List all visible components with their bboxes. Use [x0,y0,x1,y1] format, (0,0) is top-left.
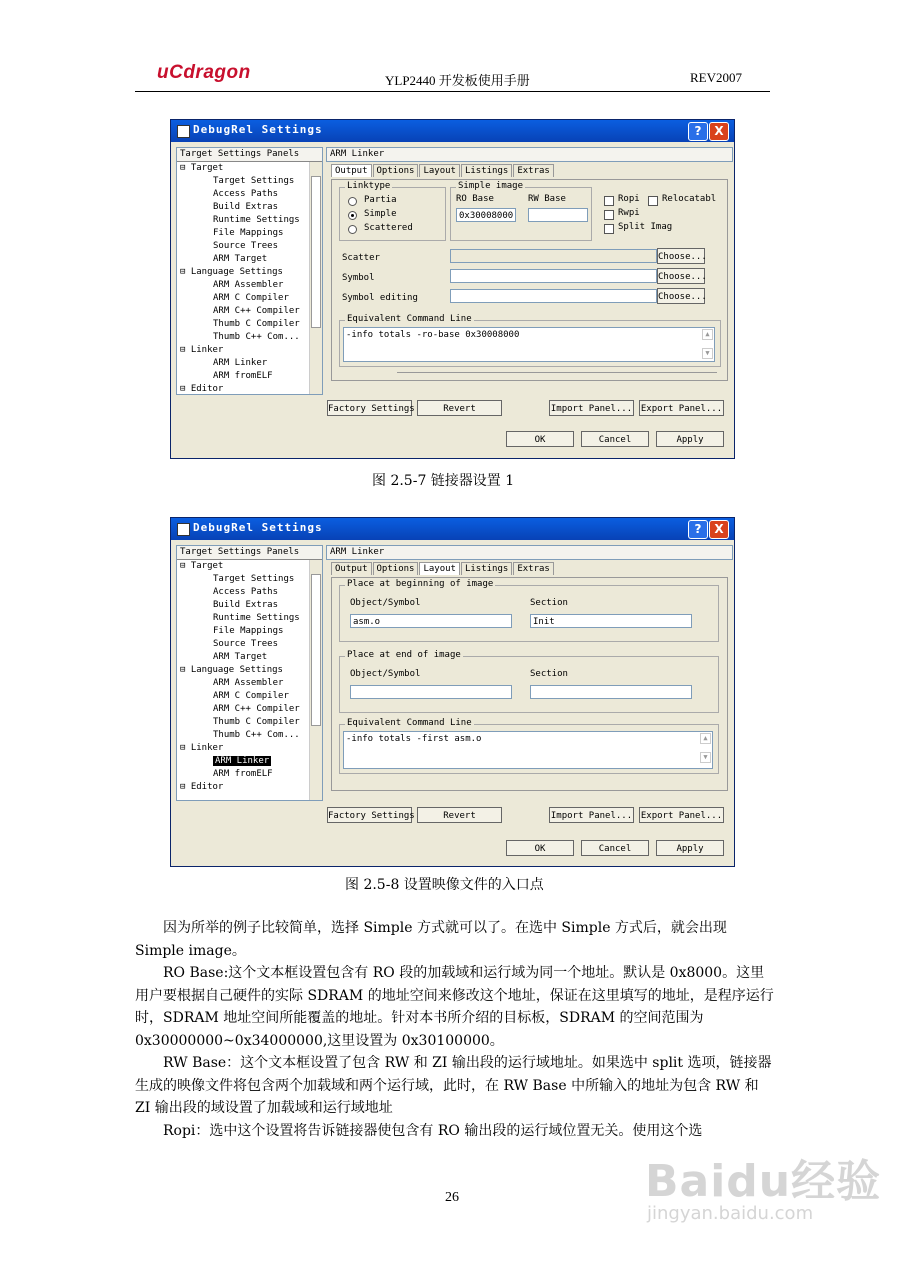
tree-item[interactable] [177,227,322,240]
tab-layout[interactable]: Layout [419,562,460,575]
output-tab-pane [331,179,728,381]
linktype-label: Linktype [347,181,391,191]
scrollbar-thumb[interactable] [311,574,321,726]
rwpi-label: Rwpi [618,208,640,218]
tree-item[interactable] [177,651,322,664]
settings-dialog-linker-output [170,119,735,459]
ro-base-input[interactable]: 0x30008000 [456,208,516,222]
tab-listings[interactable]: Listings [461,562,512,575]
scroll-down-icon[interactable]: ▼ [700,752,711,763]
radio-simple[interactable] [348,211,357,220]
symbol-choose-button[interactable]: Choose... [657,268,705,284]
rwpi-checkbox[interactable] [604,210,614,220]
paragraph-intro: 因为所举的例子比较简单，选择 Simple 方式就可以了。在选中 Simple 方式后，就会出现 Simple image。 [135,920,727,959]
command-line-group [339,314,721,367]
tree-item[interactable] [177,690,322,703]
collapse-icon[interactable]: ⊟ [180,665,191,675]
tree-item-label: ARM Linker [213,358,268,368]
tab-extras[interactable]: Extras [513,562,554,575]
tree-item-label: Linker [190,743,224,753]
figure-caption-1: 图 2.5-7 链接器设置 1 [372,473,515,489]
simple-image-label: Simple image [458,181,524,191]
apply-button[interactable]: Apply [656,840,724,856]
ok-button[interactable]: OK [506,431,574,447]
linktype-group [339,181,446,241]
tree-item[interactable] [177,370,322,383]
factory-settings-button[interactable]: Factory Settings [327,400,412,416]
scatter-choose-button[interactable]: Choose... [657,248,705,264]
scatter-label: Scatter [342,253,380,263]
cancel-button[interactable]: Cancel [581,840,649,856]
tree-item-label: Editor [190,782,224,792]
tree-item[interactable] [177,292,322,305]
tree-item-label: Access Paths [213,587,279,597]
tree-item-label: Runtime Settings [213,215,300,225]
panel-header: ARM Linker [326,545,733,560]
watermark [645,1145,882,1224]
tree-item-label: Language Settings [190,665,283,675]
tree-item[interactable] [177,573,322,586]
symbol-label: Symbol [342,273,375,283]
collapse-icon[interactable]: ⊟ [180,561,191,571]
tab-output[interactable]: Output [331,562,372,575]
tree-item[interactable] [177,279,322,292]
begin-section-label: Section [530,598,568,608]
tree-item[interactable] [177,677,322,690]
tree-item[interactable] [177,357,322,370]
split-image-checkbox[interactable] [604,224,614,234]
tree-item-label: Source Trees [213,241,279,251]
header-rule [135,91,770,92]
tree-item[interactable] [177,201,322,214]
watermark-brand: Baidu经验 [645,1156,882,1207]
layout-tab-pane [331,577,728,791]
tree-item[interactable] [177,318,322,331]
settings-dialog-linker-layout [170,517,735,867]
symbol-input[interactable] [450,269,657,283]
tree-item-label: ARM Assembler [213,280,284,290]
dialog-title: DebugRel Settings [193,521,323,534]
command-line-scrollbar[interactable] [702,329,713,360]
tree-item[interactable] [177,214,322,227]
tab-layout[interactable]: Layout [419,164,460,177]
tree-group-language-settings[interactable] [177,266,322,279]
tree-item-label: File Mappings [213,626,284,636]
collapse-icon[interactable]: ⊟ [180,743,191,753]
tree-item-label: ARM fromELF [213,769,273,779]
help-button[interactable]: ? [688,122,708,141]
tree-item[interactable] [177,612,322,625]
import-panel-button[interactable]: Import Panel... [549,400,634,416]
tree-item[interactable] [177,599,322,612]
paragraph-rw-base: RW Base：这个文本框设置了包含 RW 和 ZI 输出段的运行域地址。如果选中 split 选项，链接器生成的映像文件将包含两个加载域和两个运行域，此时，在 RW Base 中所输入的地址为包含 RW 和 ZI 输出段的域设置了加载域和运行域地址 [135,1055,772,1116]
tree-item[interactable] [177,638,322,651]
tab-bar [331,562,555,577]
scroll-up-icon[interactable]: ▲ [700,733,711,744]
begin-object-label: Object/Symbol [350,598,421,608]
watermark-url: jingyan.baidu.com [647,1203,814,1224]
revision-label: REV2007 [690,70,742,85]
tree-item-label: Editor [190,384,224,394]
tree-group-editor[interactable] [177,781,322,794]
rw-base-label: RW Base [528,194,566,204]
radio-partial-label: Partia [364,195,397,205]
tab-listings[interactable]: Listings [461,164,512,177]
relocatable-label: Relocatabl [662,194,717,204]
rw-base-input[interactable] [528,208,588,222]
tree-group-linker[interactable] [177,742,322,755]
symbol-editing-input[interactable] [450,289,657,303]
command-line-group [339,718,719,774]
tree-item[interactable] [177,729,322,742]
tree-item-label: ARM fromELF [213,371,273,381]
tree-item-label: Language Settings [190,267,283,277]
tree-item-label: Thumb C Compiler [213,717,300,727]
tree-scrollbar[interactable] [309,560,322,800]
tree-item[interactable] [177,305,322,318]
export-panel-button[interactable]: Export Panel... [639,807,724,823]
collapse-icon[interactable]: ⊟ [180,345,191,355]
begin-section-input[interactable]: Init [530,614,692,628]
split-image-label: Split Imag [618,222,673,232]
tree-item-label: ARM C++ Compiler [213,704,300,714]
tree-header: Target Settings Panels [177,546,322,560]
simple-image-group [450,181,592,241]
place-end-label: Place at end of image [347,650,461,660]
scroll-up-icon[interactable]: ▲ [702,329,713,340]
collapse-icon[interactable]: ⊟ [180,163,191,173]
relocatable-checkbox[interactable] [648,196,658,206]
tab-bar [331,164,555,179]
radio-scattered[interactable] [348,225,357,234]
tab-options[interactable]: Options [373,164,419,177]
tree-item-label: Linker [190,345,224,355]
paragraph-ro-base: RO Base:这个文本框设置包含有 RO 段的加载域和运行域为同一个地址。默认是 0x8000。这里用户要根据自己硬件的实际 SDRAM 的地址空间来修改这个地址，保证在这里填写的地址，是程序运行时，SDRAM 地址空间所能覆盖的地址。针对本书所介绍的目标板，SDRAM 的空间范围为 0x30000000~0x34000000,这里设置为 0x30100000。 [135,965,774,1049]
command-line-scrollbar[interactable] [700,733,711,767]
tree-group-language-settings[interactable] [177,664,322,677]
export-panel-button[interactable]: Export Panel... [639,400,724,416]
radio-simple-label: Simple [364,209,397,219]
tree-scrollbar[interactable] [309,162,322,394]
apply-button[interactable]: Apply [656,431,724,447]
place-begin-label: Place at beginning of image [347,579,494,589]
tree-item[interactable] [177,240,322,253]
tree-item-label: Thumb C Compiler [213,319,300,329]
tab-extras[interactable]: Extras [513,164,554,177]
paragraph-ropi: Ropi：选中这个设置将告诉链接器使包含有 RO 输出段的运行域位置无关。使用这个选 [163,1122,703,1139]
tree-item-label: Thumb C++ Com... [213,730,300,740]
cancel-button[interactable]: Cancel [581,431,649,447]
manual-title: YLP2440 开发板使用手册 [385,73,530,88]
command-line-text[interactable] [343,731,713,769]
begin-object-input[interactable]: asm.o [350,614,512,628]
tree-group-linker[interactable] [177,344,322,357]
close-button[interactable]: X [709,122,729,141]
tree-header: Target Settings Panels [177,148,322,162]
ropi-checkbox[interactable] [604,196,614,206]
tree-item-label: Thumb C++ Com... [213,332,300,342]
page-number: 26 [445,1190,459,1205]
factory-settings-button[interactable]: Factory Settings [327,807,412,823]
scrollbar-thumb[interactable] [311,176,321,328]
command-line-label: Equivalent Command Line [347,314,472,324]
command-line-value: -info totals -ro-base 0x30008000 [346,330,520,340]
dialog-title: DebugRel Settings [193,123,323,136]
tree-item[interactable] [177,768,322,781]
tree-item[interactable] [177,625,322,638]
ropi-label: Ropi [618,194,640,204]
pane-divider [397,372,717,373]
symbol-editing-choose-button[interactable]: Choose... [657,288,705,304]
radio-partial[interactable] [348,197,357,206]
tree-item[interactable] [177,175,322,188]
end-section-label: Section [530,669,568,679]
place-begin-group [339,579,719,642]
tab-options[interactable]: Options [373,562,419,575]
tree-item[interactable] [177,755,322,768]
tree-item-label: ARM C++ Compiler [213,306,300,316]
settings-tree[interactable] [176,147,323,395]
tree-item-label: Access Paths [213,189,279,199]
tree-group-target[interactable] [177,162,322,175]
tree-item-label: File Mappings [213,228,284,238]
tree-item-label: ARM C Compiler [213,691,289,701]
tree-item-label: Runtime Settings [213,613,300,623]
tree-item-label: ARM Target [213,254,268,264]
tree-item-label: Target Settings [213,574,295,584]
close-button[interactable]: X [709,520,729,539]
symbol-editing-label: Symbol editing [342,293,418,303]
tree-item-label: Target Settings [213,176,295,186]
scatter-input[interactable] [450,249,657,263]
end-object-label: Object/Symbol [350,669,421,679]
collapse-icon[interactable]: ⊟ [180,782,191,792]
tree-item-label: ARM Linker [215,756,270,766]
revert-button[interactable]: Revert [417,400,502,416]
tree-item-label: Target [190,561,224,571]
settings-tree[interactable] [176,545,323,801]
help-button[interactable]: ? [688,520,708,539]
tree-item-label: Build Extras [213,600,279,610]
collapse-icon[interactable]: ⊟ [180,267,191,277]
tree-item[interactable] [177,716,322,729]
command-line-text[interactable] [343,327,715,362]
panel-header: ARM Linker [326,147,733,162]
end-object-input[interactable] [350,685,512,699]
tab-output[interactable]: Output [331,164,372,177]
tree-item[interactable] [177,586,322,599]
figure-caption-2: 图 2.5-8 设置映像文件的入口点 [345,877,544,893]
tree-item-label: ARM Target [213,652,268,662]
scroll-down-icon[interactable]: ▼ [702,348,713,359]
tree-item[interactable] [177,253,322,266]
tree-item-label: Source Trees [213,639,279,649]
revert-button[interactable]: Revert [417,807,502,823]
tree-group-editor[interactable] [177,383,322,395]
ro-base-label: RO Base [456,194,494,204]
tree-item[interactable] [177,331,322,344]
command-line-value: -info totals -first asm.o [346,734,482,744]
tree-item[interactable] [177,188,322,201]
import-panel-button[interactable]: Import Panel... [549,807,634,823]
collapse-icon[interactable]: ⊟ [180,384,191,394]
tree-item-label: Target [190,163,224,173]
tree-item-label: ARM Assembler [213,678,284,688]
tree-item[interactable] [177,703,322,716]
end-section-input[interactable] [530,685,692,699]
tree-item-label: Build Extras [213,202,279,212]
place-end-group [339,650,719,713]
body-text [135,917,775,1142]
tree-item-label: ARM C Compiler [213,293,289,303]
brand-logo: uCdragon [157,62,251,83]
tree-group-target[interactable] [177,560,322,573]
ok-button[interactable]: OK [506,840,574,856]
command-line-label: Equivalent Command Line [347,718,472,728]
radio-scattered-label: Scattered [364,223,413,233]
